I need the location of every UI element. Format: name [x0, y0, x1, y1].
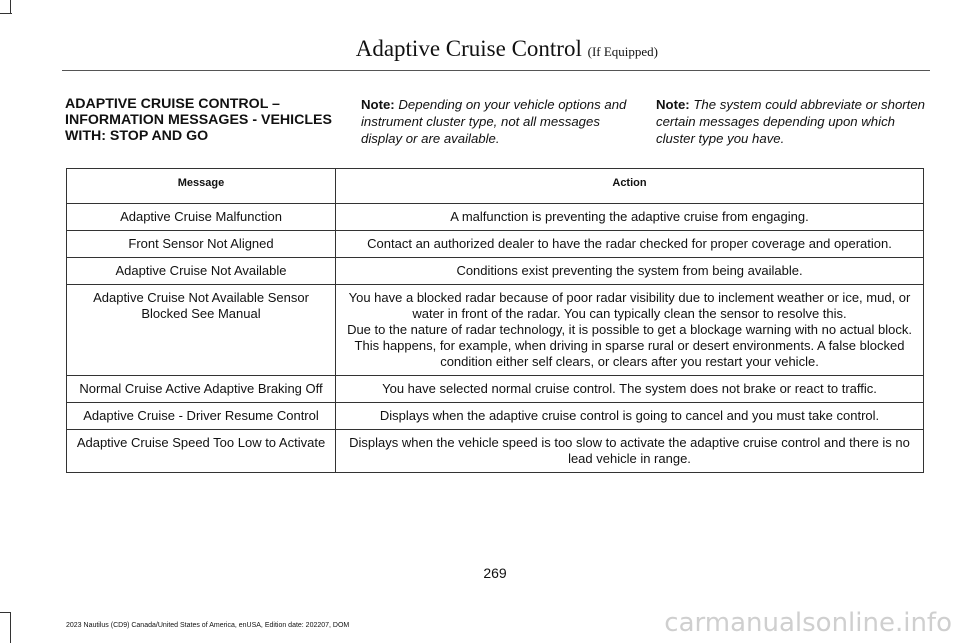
- note-label: Note:: [656, 97, 690, 112]
- action-text: You have a blocked radar because of poor radar visibility due to inclement weather or ice, mud, or water in front of the radar. You can typically clean the sensor to resolve this.: [348, 290, 911, 321]
- crop-mark: [0, 612, 11, 613]
- action-text: Conditions exist preventing the system from being available.: [456, 263, 803, 278]
- page-number: 269: [483, 565, 507, 581]
- page-subtitle: (If Equipped): [587, 44, 658, 59]
- header-divider: [62, 70, 930, 71]
- action-cell: [336, 204, 924, 231]
- message-cell: Normal Cruise Active Adaptive Braking Off: [67, 376, 336, 403]
- watermark: carmanualsonline.info: [664, 608, 952, 638]
- table-row: [67, 430, 924, 473]
- message-cell: Adaptive Cruise - Driver Resume Control: [67, 403, 336, 430]
- message-cell: Adaptive Cruise Malfunction: [67, 204, 336, 231]
- action-text: Contact an authorized dealer to have the radar checked for proper coverage and operation.: [367, 236, 892, 251]
- column-header-message: Message: [67, 169, 336, 204]
- table-row: [67, 258, 924, 285]
- table-row: [67, 231, 924, 258]
- crop-mark: [0, 13, 12, 14]
- action-text: Due to the nature of radar technology, it is possible to get a blockage warning with no actual block. This happens, for example, when driving in sparse rural or desert environments. A false blocked condition either self clears, or clears after you restart your vehicle.: [347, 322, 912, 369]
- action-cell: [336, 258, 924, 285]
- table-header-row: [67, 169, 924, 204]
- column-header-action: Action: [336, 169, 924, 204]
- action-cell: [336, 403, 924, 430]
- crop-mark: [10, 612, 11, 643]
- note-text: Depending on your vehicle options and instrument cluster type, not all messages display or are available.: [361, 97, 627, 146]
- message-cell: Front Sensor Not Aligned: [67, 231, 336, 258]
- table-row: [67, 403, 924, 430]
- table-row: [67, 285, 924, 376]
- action-text: You have selected normal cruise control. The system does not brake or react to traffic.: [382, 381, 877, 396]
- note-label: Note:: [361, 97, 395, 112]
- crop-mark: [10, 0, 11, 14]
- section-heading: ADAPTIVE CRUISE CONTROL – INFORMATION MESSAGES - VEHICLES WITH: STOP AND GO: [65, 96, 332, 144]
- action-cell: [336, 285, 924, 376]
- message-cell: Adaptive Cruise Not Available Sensor Blocked See Manual: [67, 285, 336, 376]
- action-text: Displays when the adaptive cruise control is going to cancel and you must take control.: [379, 408, 880, 423]
- note: [656, 96, 928, 147]
- page-header: [356, 36, 658, 62]
- page-title: Adaptive Cruise Control: [355, 36, 582, 61]
- action-cell: [336, 376, 924, 403]
- action-cell: [336, 430, 924, 473]
- action-text: A malfunction is preventing the adaptive cruise from engaging.: [450, 209, 809, 224]
- table-row: [67, 204, 924, 231]
- action-text: Displays when the vehicle speed is too slow to activate the adaptive cruise control and there is no lead vehicle in range.: [349, 435, 910, 466]
- edition-footer: 2023 Nautilus (CD9) Canada/United States of America, enUSA, Edition date: 202207, DOM: [66, 622, 350, 629]
- table-row: [67, 376, 924, 403]
- messages-table: [66, 168, 924, 473]
- note: [361, 96, 633, 147]
- message-cell: Adaptive Cruise Not Available: [67, 258, 336, 285]
- action-cell: [336, 231, 924, 258]
- message-cell: Adaptive Cruise Speed Too Low to Activate: [67, 430, 336, 473]
- note-text: The system could abbreviate or shorten certain messages depending upon which cluster type you have.: [656, 97, 926, 146]
